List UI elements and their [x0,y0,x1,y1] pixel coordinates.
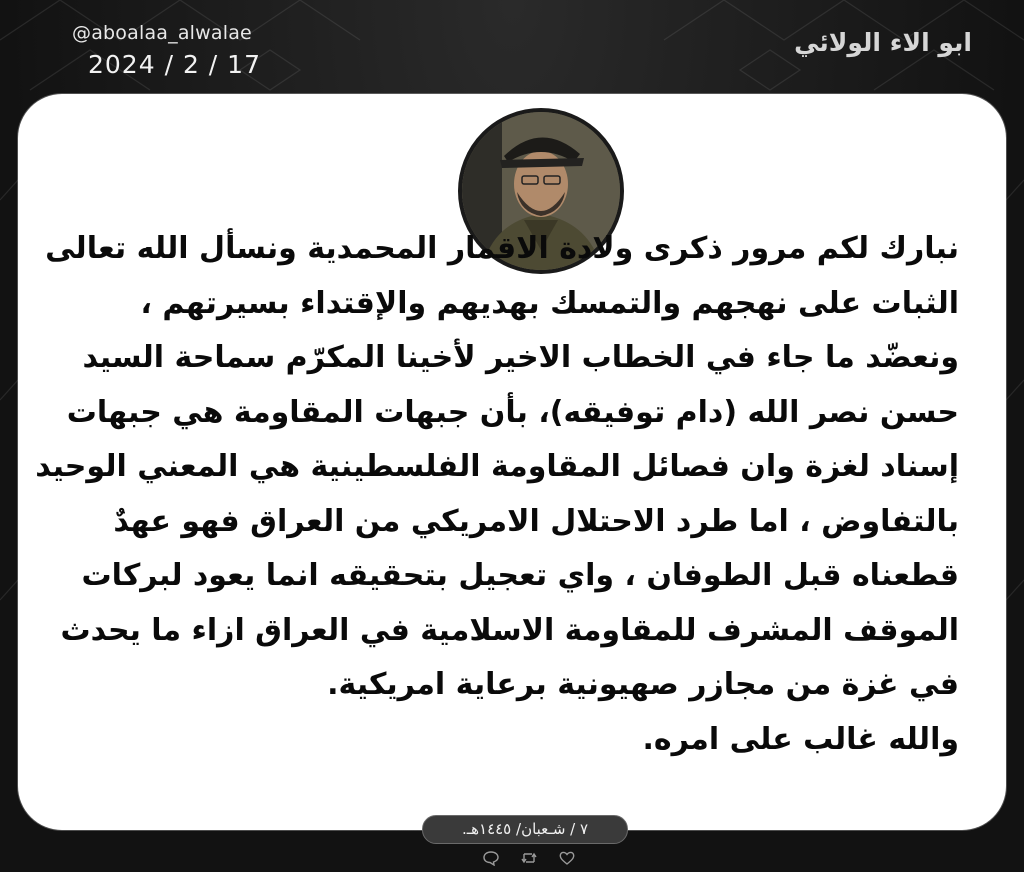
comment-icon[interactable] [482,850,500,866]
user-handle[interactable]: @aboalaa_alwalae [72,22,252,44]
post-line: ونعضّد ما جاء في الخطاب الاخير لأخينا المكرّم سماحة السيد [82,340,959,375]
like-icon[interactable] [558,850,576,866]
post-line: إسناد لغزة وان فصائل المقاومة الفلسطينية هي المعني الوحيد [35,449,959,484]
post-line: قطعناه قبل الطوفان ، واي تعجيل بتحقيقه انما يعود لبركات [81,558,959,593]
post-line: بالتفاوض ، اما طرد الاحتلال الامريكي من العراق فهو عهدٌ [113,503,959,539]
post-actions [482,850,576,866]
hijri-date-badge: ٧ / شـعبان/ ١٤٤٥هـ. [422,815,628,844]
author-name[interactable]: ابو الاء الولائي [794,28,972,57]
post-line: الثبات على نهجهم والتمسك بهديهم والإقتداء بسيرتهم ، [140,285,959,321]
post-line: نبارك لكم مرور ذكرى ولادة الاقمار المحمدية ونسأل الله تعالى [45,231,959,266]
post-line: في غزة من مجازر صهيونية برعاية امريكية. [327,667,959,702]
retweet-icon[interactable] [520,850,538,866]
post-body [35,222,959,767]
post-line: الموقف المشرف للمقاومة الاسلامية في العراق ازاء ما يحدث [60,612,959,648]
post-date: 2024 / 2 / 17 [88,50,261,79]
post-line: والله غالب على امره. [642,721,959,757]
post-line: حسن نصر الله (دام توفيقه)، بأن جبهات المقاومة هي جبهات [66,394,959,430]
